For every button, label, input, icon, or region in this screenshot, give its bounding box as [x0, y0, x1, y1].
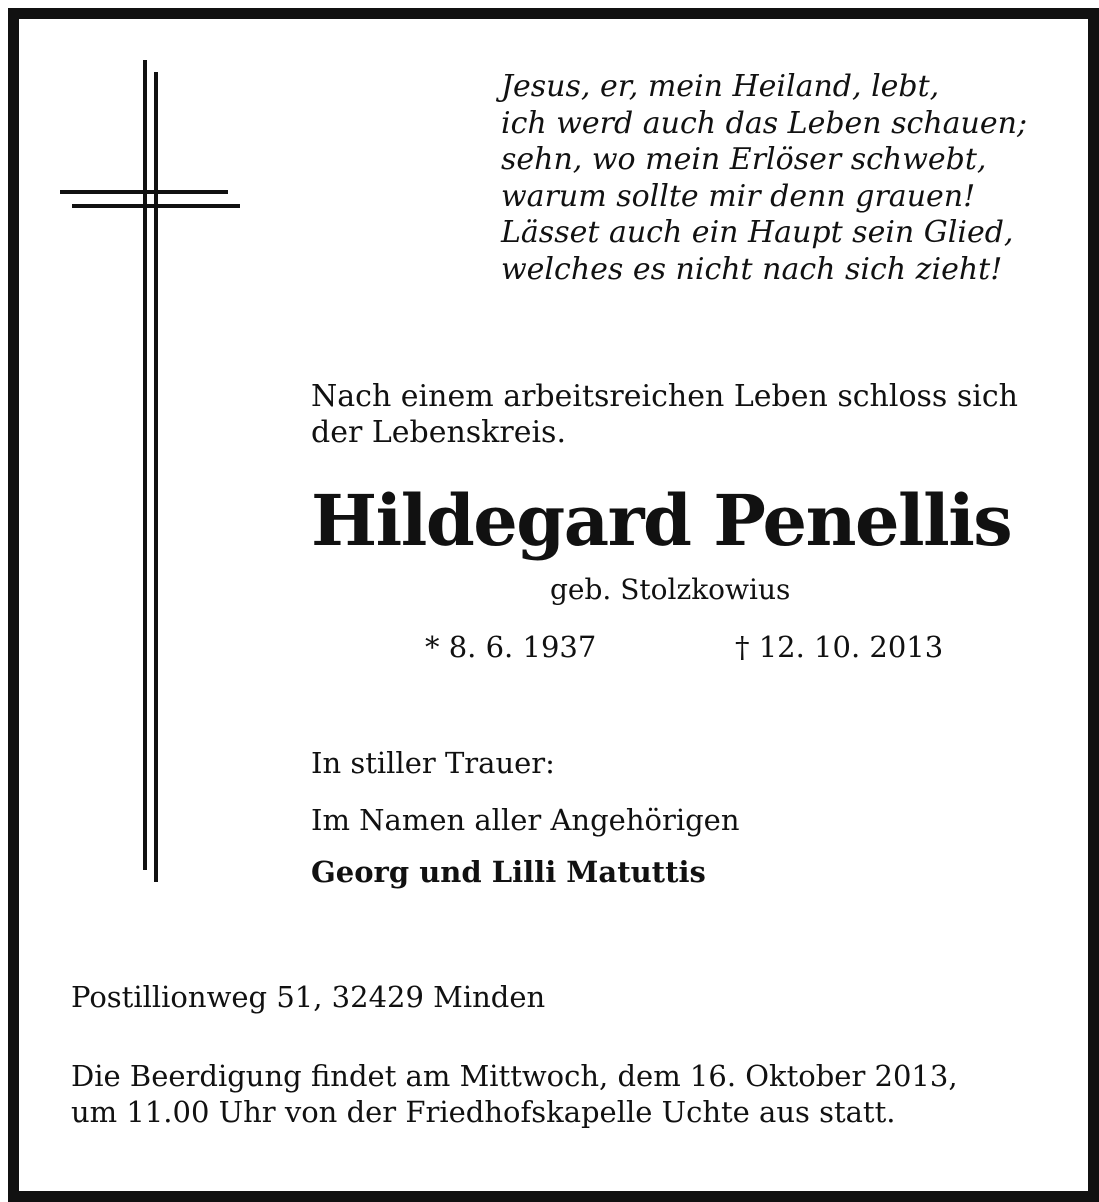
hymn-line: warum sollte mir denn grauen! — [501, 178, 976, 214]
hymn-verse — [501, 69, 1091, 288]
intro-text — [311, 379, 1071, 451]
maiden-name: geb. Stolzkowius — [550, 573, 791, 606]
funeral-line: Die Beerdigung findet am Mittwoch, dem 16. Oktober 2013, — [71, 1059, 958, 1093]
cross-horizontal-bar-bottom — [72, 204, 240, 208]
hymn-line: welches es nicht nach sich zieht! — [501, 251, 1003, 287]
cross-horizontal-bar-top — [60, 190, 228, 194]
mourner-names: Georg und Lilli Matuttis — [311, 855, 706, 889]
hymn-line: sehn, wo mein Erlöser schwebt, — [501, 142, 987, 177]
funeral-notice — [71, 1058, 1071, 1130]
deceased-name: Hildegard Penellis — [311, 479, 1012, 562]
funeral-line: um 11.00 Uhr von der Friedhofskapelle Uchte aus statt. — [71, 1095, 896, 1129]
mourning-heading: In stiller Trauer: — [311, 746, 555, 780]
hymn-line: Jesus, er, mein Heiland, lebt, — [501, 69, 940, 104]
double-line-cross-icon — [19, 19, 279, 919]
hymn-line: Lässet auch ein Haupt sein Glied, — [501, 215, 1014, 250]
death-date: † 12. 10. 2013 — [735, 630, 944, 664]
intro-line: Nach einem arbeitsreichen Leben schloss sich — [311, 379, 1018, 414]
birth-date: * 8. 6. 1937 — [425, 630, 597, 664]
on-behalf-text: Im Namen aller Angehörigen — [311, 803, 740, 837]
hymn-line: ich werd auch das Leben schauen; — [501, 105, 1028, 141]
address: Postillionweg 51, 32429 Minden — [71, 980, 546, 1014]
obituary-frame — [8, 8, 1099, 1202]
cross-vertical-bar-left — [143, 60, 147, 870]
intro-line: der Lebenskreis. — [311, 415, 566, 450]
